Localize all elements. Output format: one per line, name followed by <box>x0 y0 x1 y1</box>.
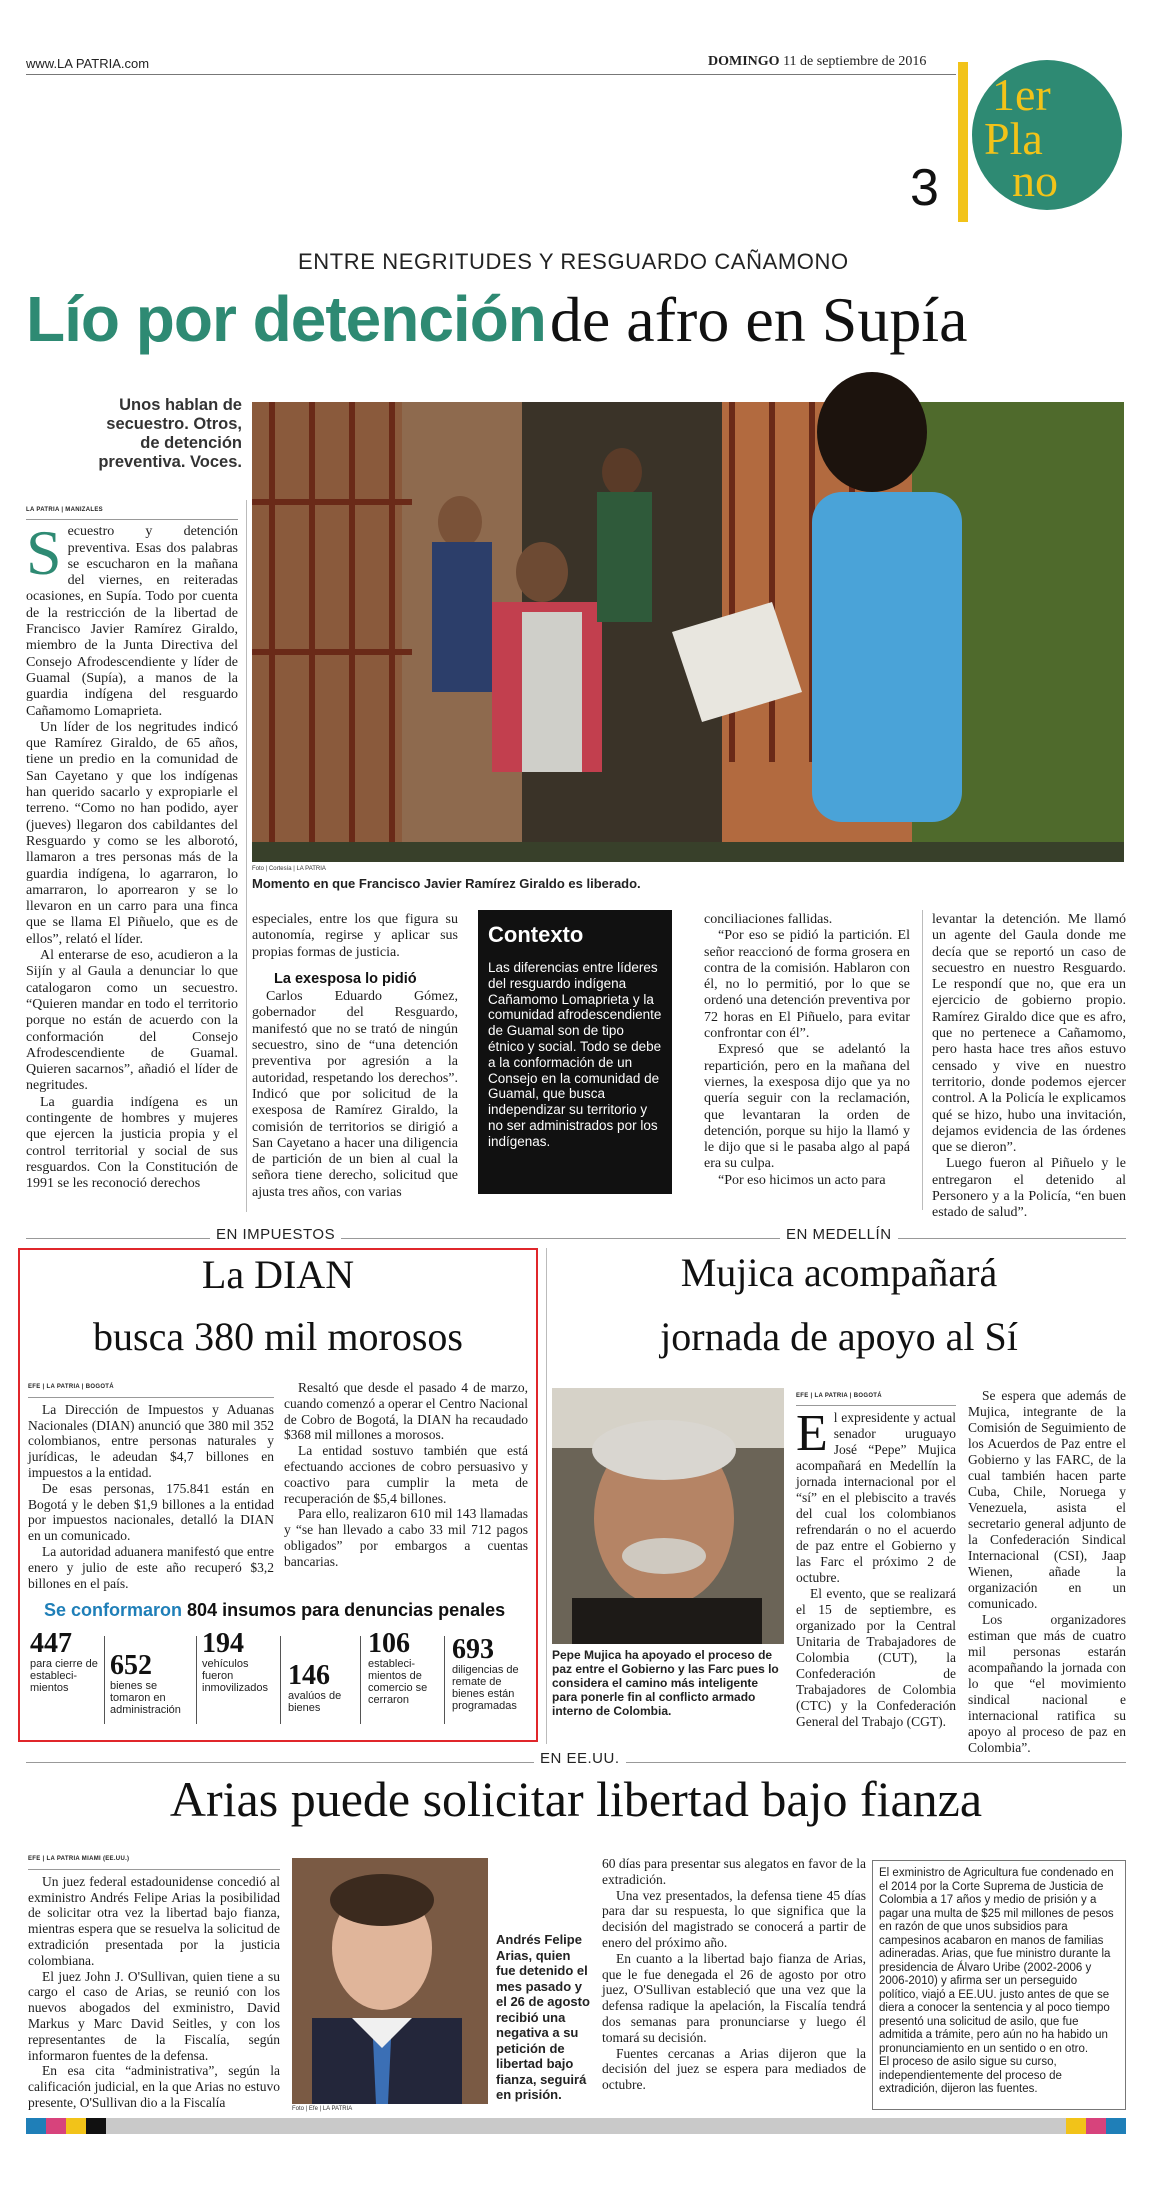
lead-col1-p2: Un líder de los negritudes indicó que Ramírez Giraldo, de 65 años, tiene un predio en la comunidad de San Cayetano y que los indígenas han querido sacarlo y expropiarle el terreno. “Como no han podido, ayer (jueves) llegaron dos cabildantes del Resguardo y como se les alborotó, llamaron a tres personas más de la guardia indígena, lo agarraron, lo amarraron, lo aporrearon y se lo llevaron en un carro para una finca que se llama El Piñuelo, que es de ellos”, relató el líder. <box>26 719 238 947</box>
arias-info-box <box>872 1860 1126 2110</box>
logo-text-3: no <box>1012 155 1058 206</box>
context-box <box>478 910 672 1194</box>
dian-infographic-title <box>44 1600 505 1621</box>
dian-col2-p2: La entidad sostuvo también que está efectuando acciones de cobro persuasivo y coactivo para cumplir la meta de recuperación de $5,4 billones. <box>284 1443 528 1506</box>
stat-item <box>110 1652 194 1716</box>
stat-item <box>452 1636 532 1712</box>
lead-headline <box>26 282 968 357</box>
stat-value: 106 <box>368 1628 410 1659</box>
lead-byline: LA PATRIA | MANIZALES <box>26 502 238 520</box>
arias-photo-credit: Foto | Efe | LA PATRIA <box>292 2106 353 2112</box>
lead-subhead: La exesposa lo pidió <box>274 970 417 987</box>
lead-col4-p1: conciliaciones fallidas. <box>704 912 833 927</box>
headline-rest: de afro en Supía <box>549 284 968 355</box>
dian-col1-p2: De esas personas, 175.841 están en Bogotá y le deben $1,9 billones a la entidad por impuestos nacionales, detalló la DIAN en un comunicado. <box>28 1480 274 1544</box>
masthead-rule <box>26 74 956 75</box>
mujica-kicker: EN MEDELLÍN <box>780 1226 898 1243</box>
stat-divider <box>444 1636 445 1724</box>
page-number: 3 <box>910 159 939 217</box>
dian-col1-p3: La autoridad aduanera manifestó que entre enero y julio de este año recuperó $3,2 billones en el país. <box>28 1543 274 1591</box>
stat-divider <box>280 1636 281 1724</box>
stat-item <box>288 1662 350 1714</box>
context-title: Contexto <box>488 922 584 947</box>
stat-divider <box>360 1636 361 1724</box>
dian-headline-1: La DIAN <box>201 1252 355 1297</box>
arias-photo <box>292 1858 488 2104</box>
mujica-col2-p2: Los organizadores estiman que más de cuatro mil personas estarán acompañando la jornada con lo que “el movimiento sindical nacional e internacional ratifica su apoyo al proceso de paz en Colombia”. <box>968 1612 1126 1755</box>
stat-label: bienes se tomaron en administración <box>110 1680 181 1716</box>
lead-photo-caption: Momento en que Francisco Javier Ramírez Giraldo es liberado. <box>252 876 641 891</box>
stat-label: avalúos de bienes <box>288 1690 342 1714</box>
stat-label: estableci-mientos de comercio se cerraron <box>368 1658 428 1706</box>
dian-byline: EFE | LA PATRIA | BOGOTÁ <box>28 1380 274 1398</box>
mujica-photo-caption: Pepe Mujica ha apoyado el proceso de paz entre el Gobierno y las Farc pues lo considera el camino más inteligente para ponerle fin al conflicto armado interno de Colombia. <box>552 1648 779 1718</box>
arias-column-1 <box>28 1852 280 2132</box>
logo-bar <box>958 62 968 222</box>
mujica-column-2 <box>968 1388 1126 1755</box>
mujica-headline-1: Mujica acompañará <box>680 1250 998 1295</box>
dian-headline-2: busca 380 mil morosos <box>93 1314 463 1359</box>
headline-bold: Lío por detención <box>26 283 546 355</box>
arias-photo-illustration <box>292 1858 488 2104</box>
site-url[interactable]: www.LA PATRIA.com <box>26 56 150 71</box>
arias-photo-caption: Andrés Felipe Arias, quien fue detenido el mes pasado y el 26 de agosto recibió una negativa a su petición de libertad bajo fianza, seguirá en prisión. <box>496 1932 590 2102</box>
arias-col1-p1: Un juez federal estadounidense concedió al exministro Andrés Felipe Arias la posibilidad de solicitar otra vez la libertad bajo fianza, mientras espera que se resuelva la solicitud de extradición presentada por la justicia colombiana. <box>28 1873 280 1968</box>
stat-label: para cierre de estableci-mientos <box>30 1658 98 1694</box>
lead-column-5 <box>932 912 1126 1221</box>
dian-col1-p1: La Dirección de Impuestos y Aduanas Nacionales (DIAN) anunció que 380 mil 352 colombianos, entre personas naturales y jurídicas, le adeudan $4,7 billones en impuestos a la entidad. <box>28 1401 274 1480</box>
mujica-photo <box>552 1388 784 1644</box>
mujica-photo-illustration <box>552 1388 784 1644</box>
color-strip <box>26 2118 1126 2134</box>
arias-box-p1: El exministro de Agricultura fue condenado en el 2014 por la Corte Suprema de Justicia de Colombia a 17 años y medio de prisión y a pagar una multa de $25 mil millones de pesos en razón de que unos subsidios para campesinos acabaron en manos de familias adineradas. Arias, que fue ministro durante la presidencia de Álvaro Uribe (2002-2006 y 2006-2010) y afirma ser un perseguido político, viajó a EE.UU. justo antes de que se diera a conocer la sentencia y al poco tiempo presentó una solicitud de asilo, que fue admitida a trámite, pero aún no ha habido un pronunciamiento en un sentido o en otro. <box>879 1867 1114 2055</box>
mujica-col1-p2: El evento, que se realizará el 15 de septiembre, es organizado por la Central Unitaria de Trabajadores de Colombia (CUT), la Confederación de Trabajadores de Colombia (CTC) y la Confederación General del Trabajo (CGT). <box>796 1586 956 1729</box>
dian-column-2 <box>284 1380 528 1580</box>
stat-label: diligencias de remate de bienes están programadas <box>452 1664 519 1712</box>
column-rule <box>546 1248 547 1744</box>
lead-photo-credit: Foto | Cortesía | LA PATRIA <box>252 866 326 872</box>
stat-value: 652 <box>110 1650 152 1681</box>
lead-col1-p3: Al enterarse de eso, acudieron a la Sijín y al Gaula a denunciar lo que catalogaron como un secuestro. “Quieren mandar en todo el territorio porque no están de acuerdo con la conformación del Consejo Afrodescendiente de Guamal. Quieren sacarnos”, añadió el líder de negritudes. <box>26 948 238 1094</box>
lead-column-1 <box>26 502 238 1210</box>
mujica-column-1 <box>796 1388 956 1738</box>
lead-kicker: ENTRE NEGRITUDES Y RESGUARDO CAÑAMONO <box>298 249 849 274</box>
dian-column-1 <box>28 1380 274 1591</box>
lead-column-2 <box>252 912 458 1212</box>
arias-byline: EFE | LA PATRIA MIAMI (EE.UU.) <box>28 1852 280 1870</box>
lead-col5-p1: levantar la detención. Me llamó un agente del Gaula donde me decía que se reportó un caso de secuestro en nuestro Resguardo. Le respondí que no, que era un ejercicio de gobierno propio. Ramírez Giraldo dice que es afro, que no pertenece a Cañamomo, pero hasta hace tres años estuvo censado y vive en nuestro territorio, donde podemos ejercer control. A la Policía le explicamos qué se hizo, hubo una invitación, dejamos evidencia de las órdenes que se dieron”. <box>932 912 1126 1156</box>
lead-column-4 <box>704 912 910 1208</box>
lead-col1-p1: ecuestro y detención preventiva. Esas dos palabras se escucharon en la mañana del viernes, en reiteradas ocasiones, en Supía. Todo por cuenta de la restricción de la libertad de Francisco Javier Ramírez Giraldo, miembro de la Junta Directiva del Consejo Afrodescendiente y líder de Guamal (Supía), a manos de la guardia indígena del resguardo Cañamomo Lomaprieta. <box>26 524 238 719</box>
lead-col4-p2: “Por eso se pidió la partición. El señor reaccionó de forma grosera en contra de la comisión. Hablaron con él, no lo permitió, por lo que se ordenó una detención preventiva por 72 horas en El Piñuelo, para evitar confrontar con él”. <box>704 928 910 1042</box>
lead-photo-illustration <box>252 402 1124 862</box>
stat-value: 194 <box>202 1628 244 1659</box>
arias-col3-p4: Fuentes cercanas a Arias dijeron que la decisión del juez se espera para mediados de octubre. <box>602 2045 866 2093</box>
arias-headline: Arias puede solicitar libertad bajo fianza <box>169 1771 983 1827</box>
arias-col3-p3: En cuanto a la libertad bajo fianza de Arias, que le fue denegada el 26 de agosto por otro juez, O'Sullivan estableció que una vez que la defensa radique la apelación, la Fiscalía tendrá dos semanas para pronunciarse y luego él tomará su decisión. <box>602 1950 866 2045</box>
lead-dropcap: S <box>26 517 62 589</box>
mujica-col2-p1: Se espera que además de Mujica, integrante de la Comisión de Seguimiento de los Acuerdos de Paz entre el Gobierno y las FARC, de la cual también hacen parte Cuba, Chile, Noruega y Venezuela, asista el secretario general adjunto de la Confederación Sindical Internacional (CSI), Jaap Wienen, añade la organización en un comunicado. <box>968 1388 1126 1611</box>
arias-col3-p1: 60 días para presentar sus alegatos en favor de la extradición. <box>602 1856 866 1887</box>
dian-kicker: EN IMPUESTOS <box>210 1226 341 1243</box>
arias-column-3 <box>602 1856 866 2116</box>
lead-col4-p3: Expresó que se adelantó la repartición, pero en la mañana del viernes, la exesposa dijo que ya no quería seguir con la reclamación, que levantaran la orden de detención, porque su hijo la llamó y le dijo que si le pasaba algo al papá era su culpa. <box>704 1042 910 1172</box>
lead-deck: Unos hablan de secuestro. Otros, de detención preventiva. Voces. <box>98 396 242 471</box>
lead-col2-p2: Carlos Eduardo Gómez, gobernador del Resguardo, manifestó que no se trató de ningún secuestro, sino de “una detención preventiva por agresión a la autoridad, respetando los derechos”. Indicó que por solicitud de la exesposa de Ramírez Giraldo, la comisión de territorios se dirigió a San Cayetano a hacer una diligencia de partición de un bien al cual la señora tiene derecho, solicitud que ajusta tres años, con varias <box>252 989 458 1200</box>
stat-value: 447 <box>30 1628 72 1659</box>
lead-col2-p1: especiales, entre los que figura su autonomía, regirse y aplicar sus propias formas de justicia. <box>252 912 458 960</box>
column-rule <box>246 500 247 1212</box>
infographic-title-b: 804 insumos para denuncias penales <box>187 1600 506 1620</box>
mujica-col1-p1: l expresidente y actual senador uruguayo José “Pepe” Mujica acompañará en Medellín la jornada internacional por el “sí” en el plebiscito a través del cual los colombianos refrendarán o no el acuerdo de paz entre el Gobierno y las Farc el próximo 2 de octubre. <box>796 1410 956 1585</box>
arias-kicker: EN EE.UU. <box>534 1750 626 1767</box>
arias-col1-p3: En esa cita “administrativa”, según la calificación judicial, en la que Arias no estuvo presente, O'Sullivan dio a la Fiscalía <box>28 2063 280 2110</box>
mujica-headline-2: jornada de apoyo al Sí <box>660 1314 1018 1359</box>
dian-col2-p1: Resaltó que desde el pasado 4 de marzo, cuando comenzó a operar el Centro Nacional de Cobro de Bogotá, la DIAN ha recaudado $368 mil millones a morosos. <box>284 1380 528 1443</box>
lead-photo <box>252 402 1124 862</box>
stat-value: 146 <box>288 1660 330 1691</box>
lead-col5-p2: Luego fueron al Piñuelo y le entregaron el detenido al Personero y a la Policía, “en buen estado de salud”. <box>932 1156 1126 1221</box>
stat-divider <box>104 1636 105 1724</box>
dian-col2-p3: Para ello, realizaron 610 mil 143 llamadas y “se han llevado a cabo 33 mil 712 pagos obligados” por embargos a cuentas bancarias. <box>284 1506 528 1569</box>
arias-col3-p2: Una vez presentados, la defensa tiene 45 días para dar su respuesta, lo que significa que la decisión del magistrado se conocerá a partir de enero del próximo año. <box>602 1887 866 1950</box>
stat-item <box>202 1630 282 1694</box>
page-date <box>708 54 926 70</box>
arias-col1-p2: El juez John J. O'Sullivan, quien tiene a su cargo el caso de Arias, se reunió con los nuevos abogados del exministro, David Markus y Marc David Seitles, y con los representantes de la Fiscalía, según informaron fuentes de la defensa. <box>28 1968 280 2063</box>
lead-col1-p4: La guardia indígena es un contingente de hombres y mujeres que ejercen la justicia propia y el control territorial y social de sus resguardos. Con la Constitución de 1991 se les reconoció derechos <box>26 1094 238 1192</box>
mujica-dropcap: E <box>796 1405 828 1462</box>
stat-item <box>368 1630 442 1706</box>
stat-value: 693 <box>452 1634 494 1665</box>
lead-col4-p4: “Por eso hicimos un acto para <box>718 1172 886 1188</box>
stat-label: vehículos fueron inmovilizados <box>202 1658 269 1694</box>
stat-item <box>30 1630 98 1694</box>
color-strip-graphic <box>26 2118 1126 2134</box>
mujica-byline: EFE | LA PATRIA | BOGOTÁ <box>796 1388 956 1406</box>
column-rule <box>922 910 923 1210</box>
context-body: Las diferencias entre líderes del resguardo indígena Cañamomo Lomaprieta y la comunidad afrodescendiente de Guamal son de tipo étnico y social. Todo se debe a la conformación de un Consejo en la comunidad de Guamal, que busca independizar su territorio y no ser administrados por los indígenas. <box>488 960 662 1149</box>
infographic-title-a: Se conformaron <box>44 1600 183 1620</box>
section-logo <box>972 60 1122 210</box>
date-rest: 11 de septiembre de 2016 <box>783 54 927 69</box>
section-rule <box>26 1238 1126 1239</box>
stat-divider <box>196 1636 197 1724</box>
logo-text-2: Pla <box>984 113 1043 164</box>
arias-box-p2: El proceso de asilo sigue su curso, independientemente del proceso de extradición, dijeron las fuentes. <box>879 2056 1062 2095</box>
logo-text-1: 1er <box>992 69 1051 120</box>
date-day: DOMINGO <box>708 54 780 69</box>
